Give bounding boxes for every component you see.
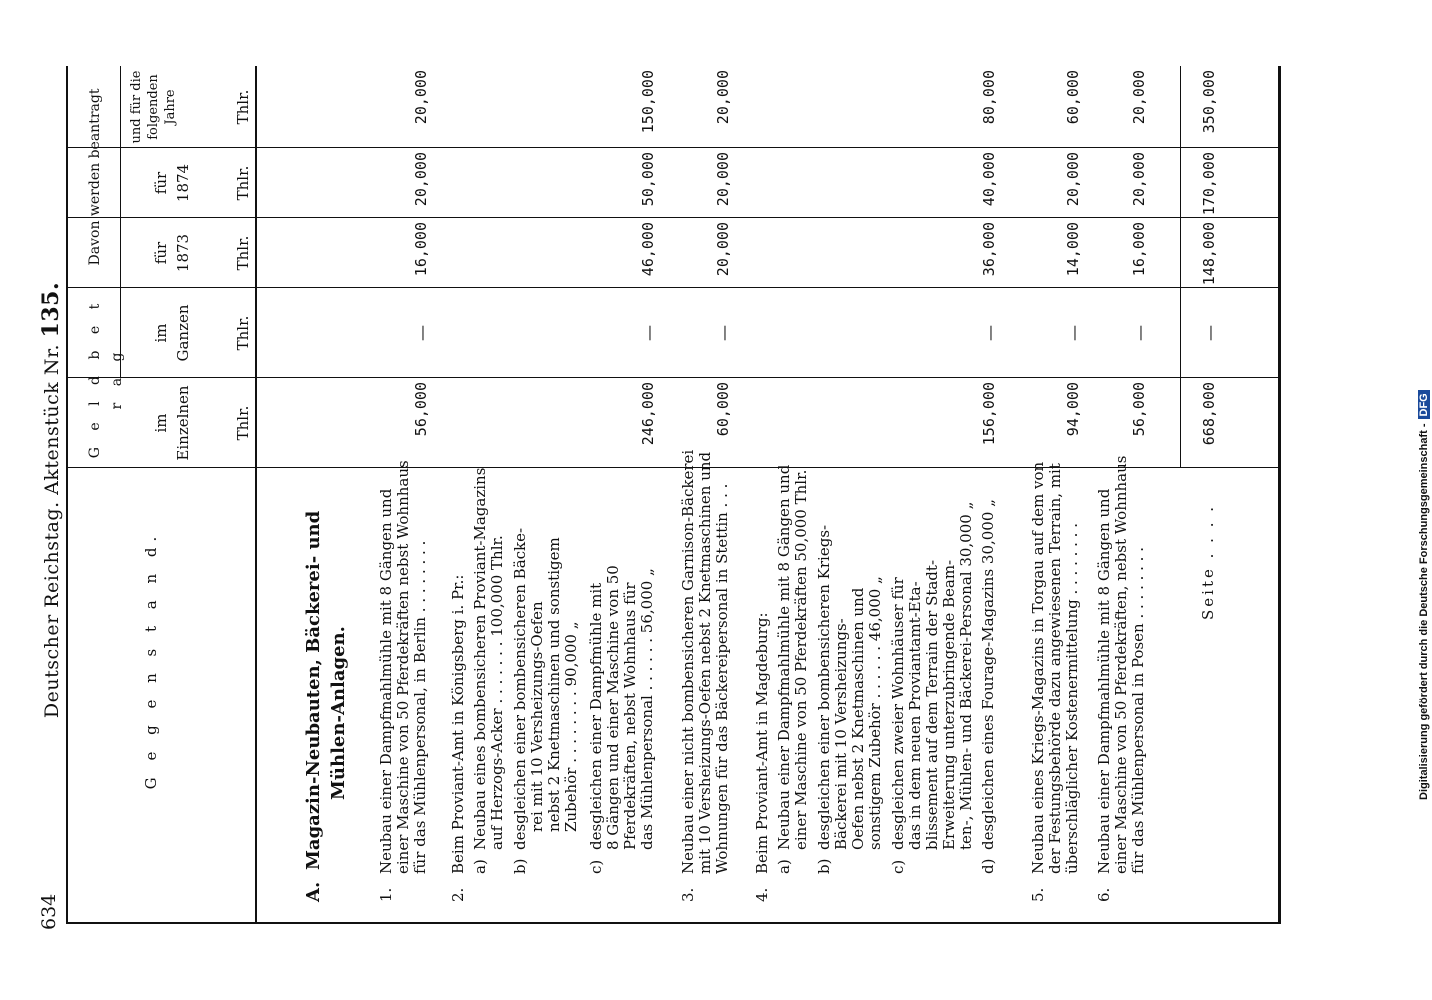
item-line: einer Maschine von 50 Pferdekräften nebst Wohnhaus <box>394 460 412 874</box>
item-no: 6. <box>1095 887 1113 902</box>
item-line: Neubau eines Kriegs-Magazins in Torgau auf dem von <box>1029 461 1047 874</box>
item-no: d) <box>979 858 997 874</box>
amount-ganzen: — <box>412 325 431 341</box>
unit-2: Thlr. <box>234 315 252 351</box>
section-title-2: Mühlen-Anlagen. <box>328 626 349 800</box>
amount-folgende: 80,000 <box>980 70 998 125</box>
table-top-rule <box>66 66 68 924</box>
amount-1874: 20,000 <box>1130 152 1148 207</box>
unit-1: Thlr. <box>234 405 252 441</box>
unit-4: Thlr. <box>234 165 252 201</box>
amount-einzelnen: 156,000 <box>980 382 998 446</box>
page-number: 634 <box>38 893 60 930</box>
header-davon: Davon werden beantragt <box>87 88 103 266</box>
item-line: das Mühlenpersonal . . . . . . 56,000 „ <box>638 568 656 850</box>
item-line: Neubau einer nicht bombensicheren Garnison-Bäckerei <box>679 449 697 874</box>
item-no: b) <box>815 858 833 874</box>
totals-rule <box>1180 66 1181 468</box>
amount-einzelnen: 56,000 <box>412 382 430 437</box>
item-no: 3. <box>679 887 697 902</box>
header-year-1874: 1874 <box>174 163 192 203</box>
amount-folgende: 20,000 <box>714 70 732 125</box>
amount-1873: 20,000 <box>714 222 732 277</box>
amount-ganzen: — <box>1130 325 1149 341</box>
total-1874: 170,000 <box>1200 152 1218 216</box>
item-no: 5. <box>1029 887 1047 902</box>
item-no: 1. <box>377 887 395 902</box>
amount-einzelnen: 246,000 <box>639 382 657 446</box>
total-folgende: 350,000 <box>1200 70 1218 134</box>
item-line: Oefen nebst 2 Knetmaschinen und <box>849 587 867 850</box>
item-line: desgleichen eines Fourage-Magazins 30,000 „ <box>979 499 997 850</box>
item-line: desgleichen einer Dampfmühle mit <box>587 582 605 850</box>
header-geldbetrag: G e l d b e t r a g <box>87 297 125 459</box>
item-no: c) <box>889 859 907 874</box>
item-line: Neubau einer Dampfmahlmühle mit 8 Gängen und <box>775 464 793 850</box>
header-einzelnen: Einzelnen <box>174 385 192 461</box>
item-line: desgleichen zweier Wohnhäuser für <box>889 577 907 850</box>
section-letter: A. <box>303 881 324 902</box>
amount-1873: 46,000 <box>639 222 657 277</box>
total-einzelnen: 668,000 <box>1200 382 1218 446</box>
total-ganzen: — <box>1200 325 1219 341</box>
table-bottom-rule <box>1278 66 1281 924</box>
dfg-logo: DFG <box>1418 390 1430 419</box>
amount-folgende: 20,000 <box>1130 70 1148 125</box>
amount-folgende: 150,000 <box>639 70 657 134</box>
amount-ganzen: — <box>639 325 658 341</box>
item-line: blissement auf dem Terrain der Stadt- <box>923 559 941 850</box>
header-ganzen: Ganzen <box>174 304 192 362</box>
header-im-einzelnen <box>150 378 194 468</box>
item-line: Bäckerei mit 10 Versheizungs- <box>832 618 850 850</box>
item-line: Neubau eines bombensicheren Proviant-Magazins <box>471 467 489 850</box>
amount-1873: 14,000 <box>1064 222 1082 277</box>
item-line: einer Maschine von 50 Pferdekräften, nebst Wohnhaus <box>1112 455 1130 874</box>
page-title <box>38 70 64 930</box>
header-gegenstand: G e g e n s t a n d. <box>142 530 160 790</box>
item-line: Pferdekräften, nebst Wohnhaus für <box>621 582 639 850</box>
item-line: Zubehör . . . . . . . . 90,000 „ <box>562 621 580 832</box>
item-no: a) <box>471 859 489 874</box>
item-line: für das Mühlenpersonal, in Berlin . . . . . . . . <box>411 540 429 874</box>
item-line: desgleichen einer bombensicheren Kriegs- <box>815 524 833 850</box>
item-line: rei mit 10 Versheizungs-Oefen <box>528 601 546 832</box>
item-line: Neubau einer Dampfmahlmühle mit 8 Gängen und <box>377 488 395 874</box>
item-line: Neubau einer Dampfmahlmühle mit 8 Gängen und <box>1095 488 1113 874</box>
page-header <box>38 70 68 930</box>
header-im-ganzen <box>150 288 194 378</box>
item-line: 8 Gängen und einer Maschine von 50 <box>604 565 622 850</box>
item-line: desgleichen einer bombensicheren Bäcke- <box>511 527 529 850</box>
header-fuer-1: für <box>152 241 170 265</box>
total-1873: 148,000 <box>1200 222 1218 286</box>
section-title-1: Magazin-Neubauten, Bäckerei- und <box>303 510 324 870</box>
amount-1874: 40,000 <box>980 152 998 207</box>
header-1873 <box>150 218 194 288</box>
item-line: überschläglicher Kostenermittelung . . . . . . . . <box>1063 523 1081 874</box>
amount-1873: 36,000 <box>980 222 998 277</box>
table-left-rule <box>66 922 1281 924</box>
amount-folgende: 20,000 <box>412 70 430 125</box>
item-line: das in dem neuen Proviantamt-Eta- <box>906 581 924 850</box>
header-year-1873: 1873 <box>174 233 192 273</box>
amount-ganzen: — <box>1064 325 1083 341</box>
unit-3: Thlr. <box>234 235 252 271</box>
header-folgende: und für die folgenden Jahre <box>129 70 178 144</box>
amount-1874: 20,000 <box>1064 152 1082 207</box>
item-line: mit 10 Versheizungs-Oefen nebst 2 Knetmaschinen und <box>696 451 714 874</box>
item-line: Wohnungen für das Bäckereipersonal in Stettin . . . <box>713 483 731 874</box>
subheader-rule-davon <box>120 66 121 288</box>
item-line: der Festungsbehörde dazu angewiesenen Terrain, mit <box>1046 463 1064 874</box>
amount-1873: 16,000 <box>412 222 430 277</box>
item-line: Beim Proviant-Amt in Magdeburg: <box>753 612 771 874</box>
item-line: auf Herzogs-Acker . . . . . . . 100,000 Thlr. <box>488 535 506 850</box>
item-line: ten-, Mühlen- und Bäckerei-Personal 30,000 „ <box>957 501 975 850</box>
totals-label: Seite . . . . <box>1199 504 1217 620</box>
amount-1874: 20,000 <box>714 152 732 207</box>
amount-folgende: 60,000 <box>1064 70 1082 125</box>
title-number: 135. <box>38 281 64 338</box>
item-no: a) <box>775 859 793 874</box>
amount-ganzen: — <box>714 325 733 341</box>
header-im-2: im <box>152 323 170 343</box>
header-im-1: im <box>152 413 170 433</box>
item-line: Beim Proviant-Amt in Königsberg i. Pr.: <box>449 574 467 874</box>
item-line: nebst 2 Knetmaschinen und sonstigem <box>545 537 563 832</box>
amount-ganzen: — <box>980 325 999 341</box>
unit-5: Thlr. <box>234 89 252 125</box>
item-line: sonstigem Zubehör . . . . . . 46,000 „ <box>866 576 884 850</box>
item-no: 4. <box>753 887 771 902</box>
header-1874 <box>150 148 194 218</box>
title-prefix: Deutscher Reichstag. Aktenstück Nr. <box>41 344 63 719</box>
item-no: 2. <box>449 887 467 902</box>
amount-1874: 50,000 <box>639 152 657 207</box>
item-line: einer Maschine von 50 Pferdekräften 50,000 Thlr. <box>792 469 810 850</box>
header-bottom-rule <box>255 66 257 924</box>
item-line: für das Mühlenpersonal in Posen . . . . . . . . <box>1129 547 1147 874</box>
item-no: c) <box>587 859 605 874</box>
item-no: b) <box>511 858 529 874</box>
header-fuer-2: für <box>152 171 170 195</box>
amount-1874: 20,000 <box>412 152 430 207</box>
amount-einzelnen: 94,000 <box>1064 382 1082 437</box>
dfg-credit <box>1418 390 1430 800</box>
amount-1873: 16,000 <box>1130 222 1148 277</box>
dfg-text: Digitalisierung gefördert durch die Deutsche Forschungsgemeinschaft - <box>1418 423 1430 800</box>
amount-einzelnen: 56,000 <box>1130 382 1148 437</box>
amount-einzelnen: 60,000 <box>714 382 732 437</box>
item-line: Erweiterung unterzubringende Beam- <box>940 559 958 850</box>
